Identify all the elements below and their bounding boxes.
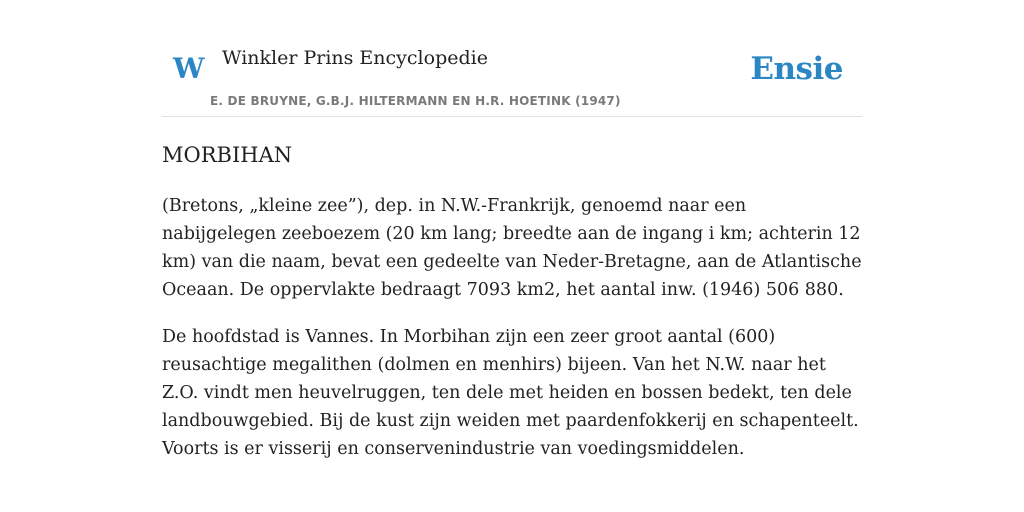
article-body [162, 192, 862, 482]
article-page [162, 0, 862, 459]
article-title: MORBIHAN [162, 143, 293, 167]
source-authors: E. DE BRUYNE, G.B.J. HILTERMANN EN H.R. HOETINK (1947) [210, 94, 621, 108]
ensie-brand-logo[interactable]: Ensie [750, 51, 843, 87]
article-paragraph: De hoofdstad is Vannes. In Morbihan zijn een zeer groot aantal (600) reusachtige megalithen (dolmen en menhirs) bijeen. Van het N.W. naar het Z.O. vindt men heuvelruggen, ten dele met heiden en bossen bedekt, ten dele landbouwgebied. Bij de kust zijn weiden met paardenfokkerij en schapenteelt. Voorts is er visserij en conservenindustrie van voedingsmiddelen. [162, 327, 859, 459]
source-header [162, 0, 862, 117]
source-title-link[interactable]: Winkler Prins Encyclopedie [222, 47, 488, 69]
winkler-prins-logo[interactable]: W [173, 52, 205, 85]
article-paragraph: (Bretons, „kleine zee”), dep. in N.W.-Frankrijk, genoemd naar een nabijgelegen zeeboezem (20 km lang; breedte aan de ingang i km; achterin 12 km) van die naam, bevat een gedeelte van Neder-Bretagne, aan de Atlantische Oceaan. De oppervlakte bedraagt 7093 km2, het aantal inw. (1946) 506 880. [162, 196, 862, 300]
